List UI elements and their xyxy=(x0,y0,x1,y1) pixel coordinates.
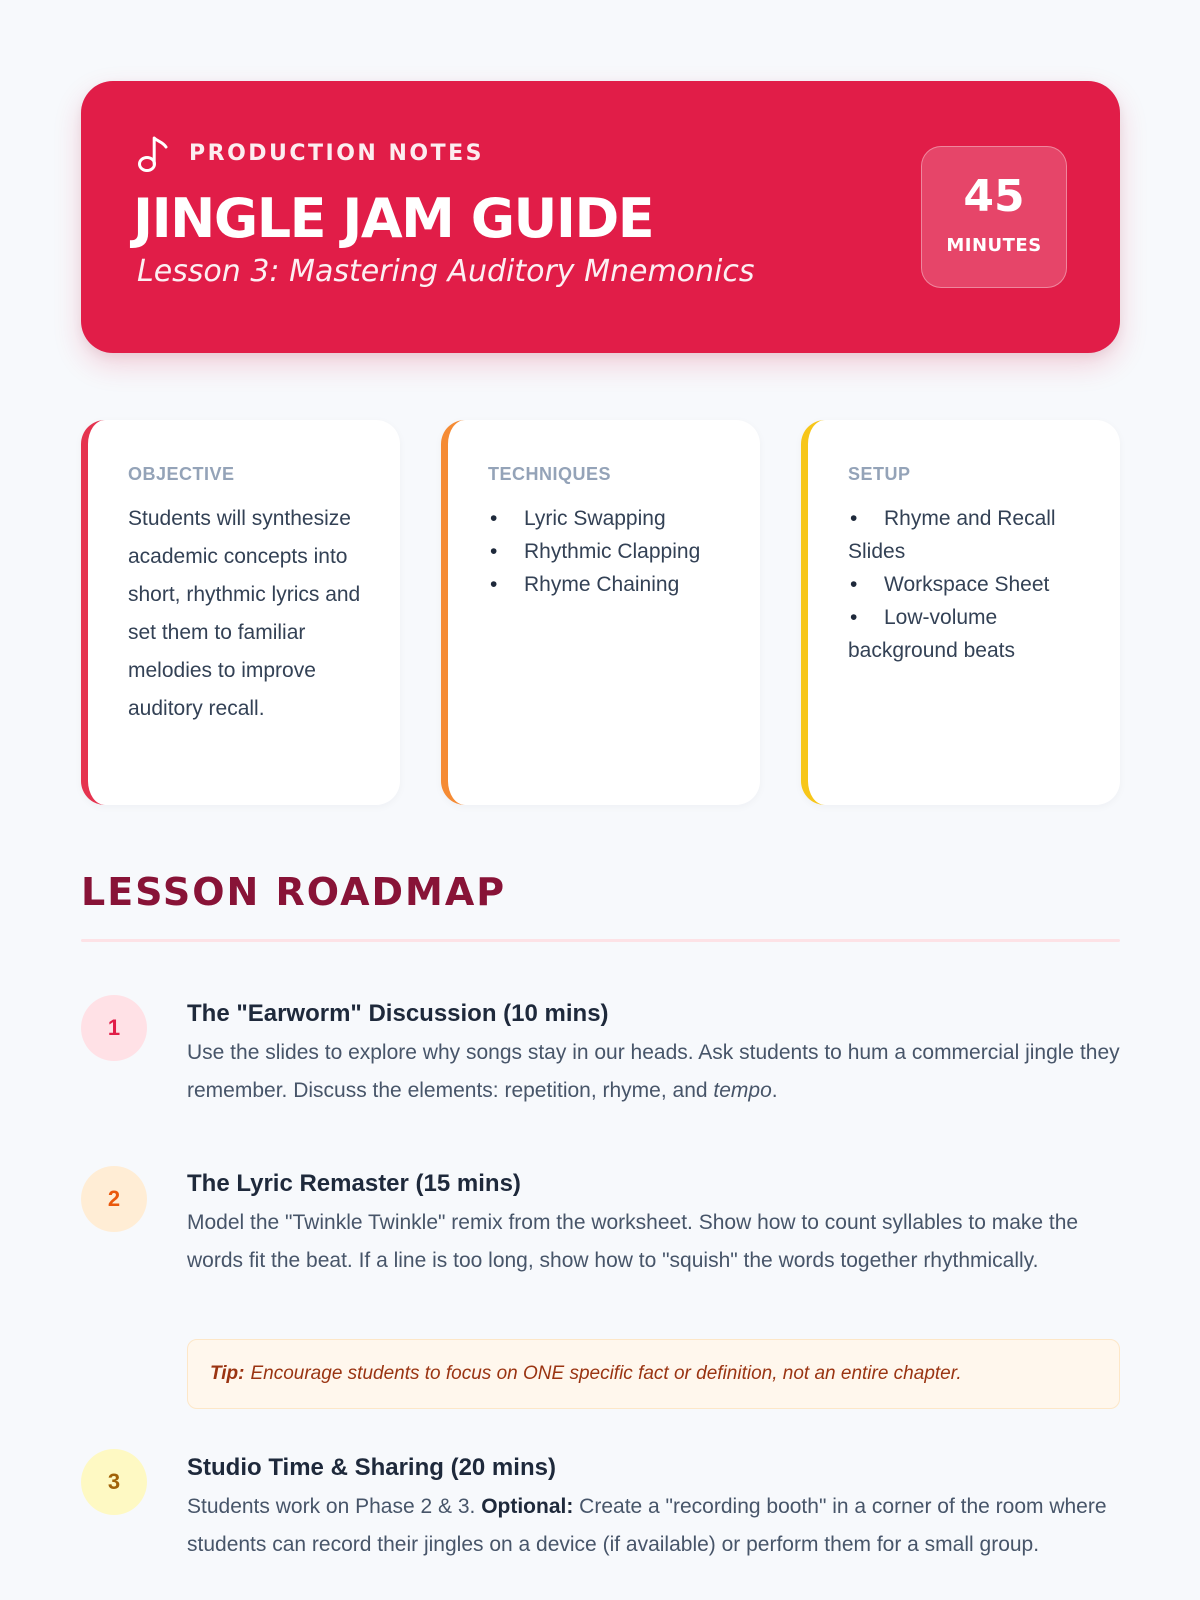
tip-callout xyxy=(187,1339,1120,1409)
list-item: • Lyric Swapping xyxy=(488,502,730,535)
techniques-label: TECHNIQUES xyxy=(488,464,612,484)
objective-card xyxy=(81,420,400,805)
setup-label: SETUP xyxy=(848,464,911,484)
list-item: • Workspace Sheet xyxy=(848,568,1090,601)
list-item: • Rhyme and Recall Slides xyxy=(848,502,1090,568)
header-eyebrow xyxy=(137,133,484,173)
list-item: • Rhythmic Clapping xyxy=(488,535,730,568)
step-text-end: . xyxy=(771,1079,778,1102)
duration-unit: MINUTES xyxy=(946,235,1042,256)
step-text-rest: Create a "recording booth" in a corner of the room where students can record their jingles on a device (if available) or perform them for a small group. xyxy=(187,1495,1107,1556)
tip-text: Encourage students to focus on ONE specific fact or definition, not an entire chapter. xyxy=(250,1363,962,1384)
step-title: The "Earworm" Discussion (10 mins) xyxy=(187,1000,609,1027)
page-title: JINGLE JAM GUIDE xyxy=(133,187,654,250)
step-text: Use the slides to explore why songs stay in our heads. Ask students to hum a commercial jingle they remember. Discuss the elements: repetition, rhyme, and xyxy=(187,1041,1120,1102)
step-description xyxy=(187,1488,1122,1564)
roadmap-heading: LESSON ROADMAP xyxy=(81,870,507,914)
step-title: Studio Time & Sharing (20 mins) xyxy=(187,1454,556,1481)
step-description xyxy=(187,1034,1122,1110)
objective-text: Students will synthesize academic concepts into short, rhythmic lyrics and set them to familiar melodies to improve auditory recall. xyxy=(128,507,361,720)
step-title: The Lyric Remaster (15 mins) xyxy=(187,1170,521,1197)
step-number-badge: 2 xyxy=(81,1166,147,1232)
techniques-list xyxy=(488,502,730,601)
step-description: Model the "Twinkle Twinkle" remix from the worksheet. Show how to count syllables to make the words fit the beat. If a line is too long, show how to "squish" the words together rhythmically. xyxy=(187,1211,1079,1272)
techniques-card xyxy=(441,420,760,805)
list-item: • Rhyme Chaining xyxy=(488,568,730,601)
emphasis-text: tempo xyxy=(713,1079,772,1102)
setup-list xyxy=(848,502,1090,667)
duration-badge xyxy=(921,146,1067,288)
section-divider xyxy=(81,939,1120,942)
optional-label: Optional: xyxy=(481,1495,574,1518)
tip-label: Tip: xyxy=(210,1363,245,1384)
lesson-header xyxy=(81,81,1120,353)
step-number-badge: 3 xyxy=(81,1449,147,1515)
step-number-badge: 1 xyxy=(81,995,147,1061)
duration-value: 45 xyxy=(963,171,1025,222)
page-subtitle: Lesson 3: Mastering Auditory Mnemonics xyxy=(137,254,755,289)
setup-card xyxy=(801,420,1120,805)
objective-label: OBJECTIVE xyxy=(128,464,235,484)
step-text: Students work on Phase 2 & 3. xyxy=(187,1495,482,1518)
list-item: • Low-volume background beats xyxy=(848,601,1090,667)
music-note-icon xyxy=(137,133,171,173)
eyebrow-label: PRODUCTION NOTES xyxy=(189,140,484,166)
